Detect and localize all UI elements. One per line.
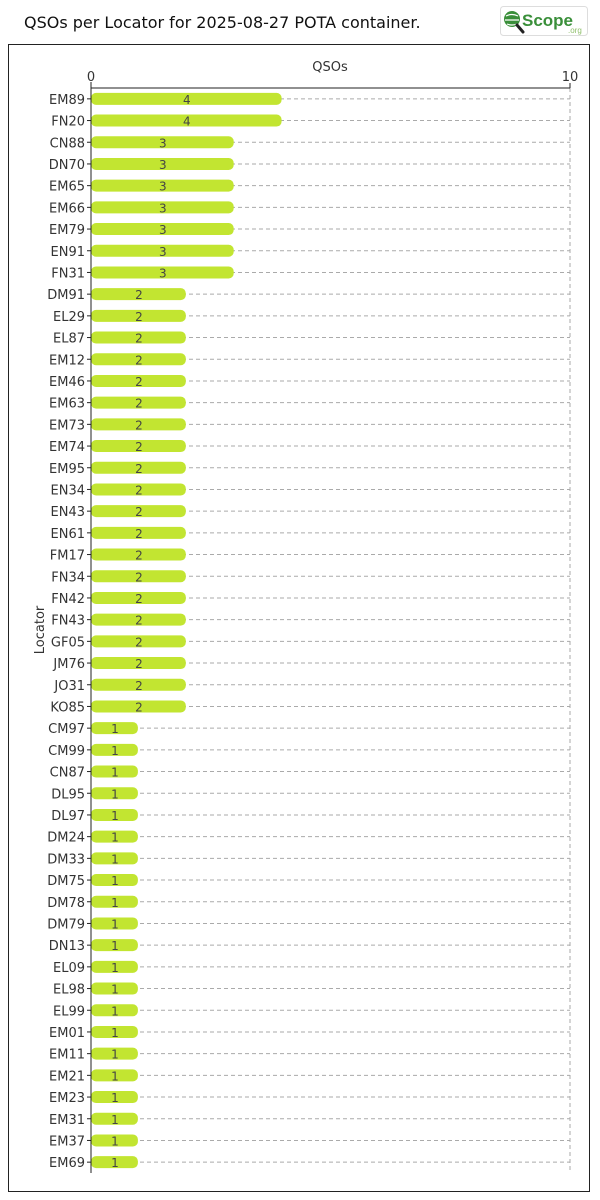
bar-value-label: 1 (111, 895, 119, 910)
bar-value-label: 2 (135, 353, 143, 368)
category-label: EN43 (50, 505, 85, 521)
category-label: FN42 (51, 591, 85, 607)
bar-value-label: 1 (111, 1004, 119, 1019)
category-label: FN20 (51, 114, 85, 130)
category-label: DM78 (47, 895, 85, 911)
bar-value-label: 4 (182, 114, 191, 129)
category-label: FN34 (51, 570, 85, 586)
category-label: CM97 (48, 722, 85, 738)
bar-value-label: 2 (135, 309, 143, 324)
category-label: EM66 (49, 201, 85, 217)
category-label: JM76 (53, 657, 85, 673)
category-label: CM99 (48, 743, 85, 759)
category-label: EM37 (49, 1134, 85, 1150)
category-label: GF05 (50, 635, 85, 651)
x-tick-label: 0 (86, 70, 96, 85)
bar-value-label: 1 (111, 787, 119, 802)
category-label: EM63 (49, 396, 85, 412)
bar-value-label: 1 (111, 743, 119, 758)
bar-value-label: 1 (111, 722, 119, 737)
bar-value-label: 2 (135, 483, 143, 498)
bar-value-label: 2 (135, 505, 143, 520)
category-label: DL95 (51, 787, 85, 803)
logo-text: Scope (522, 11, 574, 30)
category-label: DM24 (47, 830, 85, 846)
bar-value-label: 2 (135, 461, 143, 476)
bar-value-label: 1 (111, 1069, 119, 1084)
category-label: EM21 (49, 1069, 85, 1085)
bar-value-label: 1 (111, 852, 119, 867)
bar-value-label: 2 (135, 700, 143, 715)
y-axis-title: Locator (33, 605, 48, 655)
bar-value-label: 2 (135, 331, 143, 346)
category-label: EL87 (53, 331, 85, 347)
category-label: DM75 (47, 874, 85, 890)
category-label: DM79 (47, 917, 85, 933)
category-label: FM17 (49, 548, 85, 564)
bar-value-label: 1 (111, 830, 119, 845)
category-label: DM33 (47, 852, 85, 868)
bar-value-label: 1 (111, 960, 119, 975)
bar-value-label: 2 (135, 657, 143, 672)
bar-value-label: 3 (159, 201, 167, 216)
bar-value-label: 1 (111, 1134, 119, 1149)
bar-value-label: 2 (135, 635, 143, 650)
category-label: FN31 (51, 266, 85, 282)
category-label: KO85 (50, 700, 85, 716)
bar-value-label: 2 (135, 396, 143, 411)
category-label: EM73 (49, 418, 85, 434)
category-label: FN43 (51, 613, 85, 629)
category-label: DN70 (48, 157, 85, 173)
bars (91, 93, 282, 1170)
bar-value-label: 3 (159, 223, 167, 238)
category-label: DL97 (51, 808, 85, 824)
category-label: EN61 (50, 526, 85, 542)
bar-value-label: 1 (111, 1112, 119, 1127)
bar-value-label: 2 (135, 288, 143, 303)
bar-value-label: 1 (111, 939, 119, 954)
bar-value-label: 2 (135, 613, 143, 628)
category-label: EM65 (49, 179, 85, 195)
category-label: DN13 (48, 939, 85, 955)
bar-value-label: 1 (111, 1091, 119, 1106)
bar-value-label: 1 (111, 1156, 119, 1171)
category-label: EM31 (49, 1112, 85, 1128)
bar-value-label: 2 (135, 418, 143, 433)
bar-value-label: 2 (135, 374, 143, 389)
category-label: EM79 (49, 223, 85, 239)
bar-value-label: 1 (111, 1047, 119, 1062)
chart-title: QSOs per Locator for 2025-08-27 POTA container. (24, 13, 421, 32)
bar-value-label: 1 (111, 808, 119, 823)
category-label: EM74 (49, 440, 85, 456)
category-label: EN34 (50, 483, 85, 499)
bar-value-label: 2 (135, 548, 143, 563)
category-label: EM12 (49, 353, 85, 369)
category-label: EM89 (49, 92, 85, 108)
category-label: CN87 (49, 765, 85, 781)
category-label: DM91 (47, 288, 85, 304)
x-tick-label: 10 (561, 70, 579, 85)
bar-value-label: 3 (159, 244, 167, 259)
bar-value-label: 2 (135, 440, 143, 455)
category-label: EM01 (49, 1025, 85, 1041)
bar-value-label: 1 (111, 982, 119, 997)
category-label: EL99 (53, 1004, 85, 1020)
bar-value-label: 3 (159, 136, 167, 151)
logo-sub-text: .org (568, 26, 582, 35)
category-label: EL09 (53, 960, 85, 976)
category-label: EM69 (49, 1156, 85, 1172)
bar-value-label: 4 (182, 92, 191, 107)
category-label: EM46 (49, 374, 85, 390)
category-label: EN91 (50, 244, 85, 260)
bar-value-label: 2 (135, 570, 143, 585)
bar-value-label: 3 (159, 179, 167, 194)
bar-value-label: 3 (159, 157, 167, 172)
category-label: CN88 (49, 136, 85, 152)
bar-value-label: 2 (135, 591, 143, 606)
category-label: EM23 (49, 1091, 85, 1107)
bar-value-label: 3 (159, 266, 167, 281)
category-label: JO31 (54, 678, 85, 694)
bar-value-label: 2 (135, 526, 143, 541)
bar-value-label: 1 (111, 1025, 119, 1040)
category-label: EM95 (49, 461, 85, 477)
category-label: EL29 (53, 309, 85, 325)
x-axis-title: QSOs (312, 60, 348, 75)
bar-value-label: 1 (111, 874, 119, 889)
bar-value-label: 2 (135, 678, 143, 693)
bar-value-label: 1 (111, 765, 119, 780)
bar-value-label: 1 (111, 917, 119, 932)
category-label: EL98 (53, 982, 85, 998)
category-label: EM11 (49, 1047, 85, 1063)
